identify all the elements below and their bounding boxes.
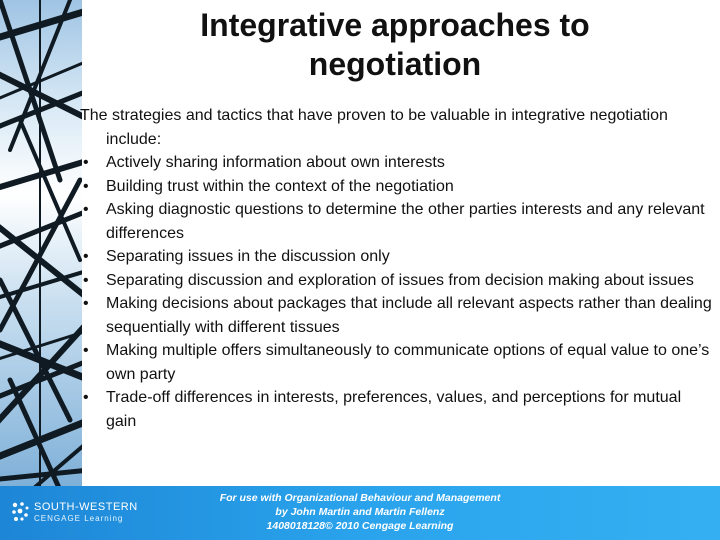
list-item-text: Making decisions about packages that include all relevant aspects rather than dealing sequentially with different tissues xyxy=(106,295,712,336)
list-item xyxy=(80,292,712,339)
south-western-logo-icon xyxy=(10,500,30,529)
list-item xyxy=(80,269,712,293)
logo-subtitle: CENGAGE Learning xyxy=(34,514,124,523)
list-item xyxy=(80,198,712,245)
list-item xyxy=(80,245,712,269)
bullet-marker: • xyxy=(83,177,89,195)
slide-body xyxy=(80,104,712,433)
bullet-marker: • xyxy=(83,295,89,312)
list-item xyxy=(80,386,712,433)
list-item-text: Separating discussion and exploration of issues from decision making about issues xyxy=(106,271,694,289)
bullet-marker: • xyxy=(83,201,89,218)
slide-title: Integrative approaches to negotiation xyxy=(200,7,590,82)
bullet-marker: • xyxy=(83,271,89,289)
list-item-text: Building trust within the context of the negotiation xyxy=(106,177,454,195)
list-item xyxy=(80,175,712,199)
footer-line-copyright: 1408018128© 2010 Cengage Learning xyxy=(266,520,454,532)
strategy-list xyxy=(80,151,712,433)
list-item-text: Trade-off differences in interests, preferences, values, and perceptions for mutual gain xyxy=(106,389,682,430)
footer-bar xyxy=(0,486,720,540)
list-item xyxy=(80,151,712,175)
list-item-text: Asking diagnostic questions to determine the other parties interests and any relevant differences xyxy=(106,201,705,242)
logo-name: SOUTH-WESTERN xyxy=(34,501,138,513)
footer-line-book: For use with Organizational Behaviour and Management xyxy=(219,492,501,504)
bullet-marker: • xyxy=(83,389,89,406)
footer-credits xyxy=(150,491,570,533)
intro-text: The strategies and tactics that have proven to be valuable in integrative negotiation include: xyxy=(80,107,668,148)
bullet-marker: • xyxy=(83,154,89,171)
bullet-marker: • xyxy=(83,342,89,359)
lattice-decoration-image xyxy=(0,0,82,486)
list-item-text: Making multiple offers simultaneously to communicate options of equal value to one’s own party xyxy=(106,342,710,383)
footer-line-authors: by John Martin and Martin Fellenz xyxy=(275,506,445,518)
bullet-marker: • xyxy=(83,248,89,265)
publisher-logo xyxy=(10,498,140,530)
list-item-text: Actively sharing information about own interests xyxy=(106,154,445,171)
list-item xyxy=(80,339,712,386)
list-item-text: Separating issues in the discussion only xyxy=(106,248,390,265)
